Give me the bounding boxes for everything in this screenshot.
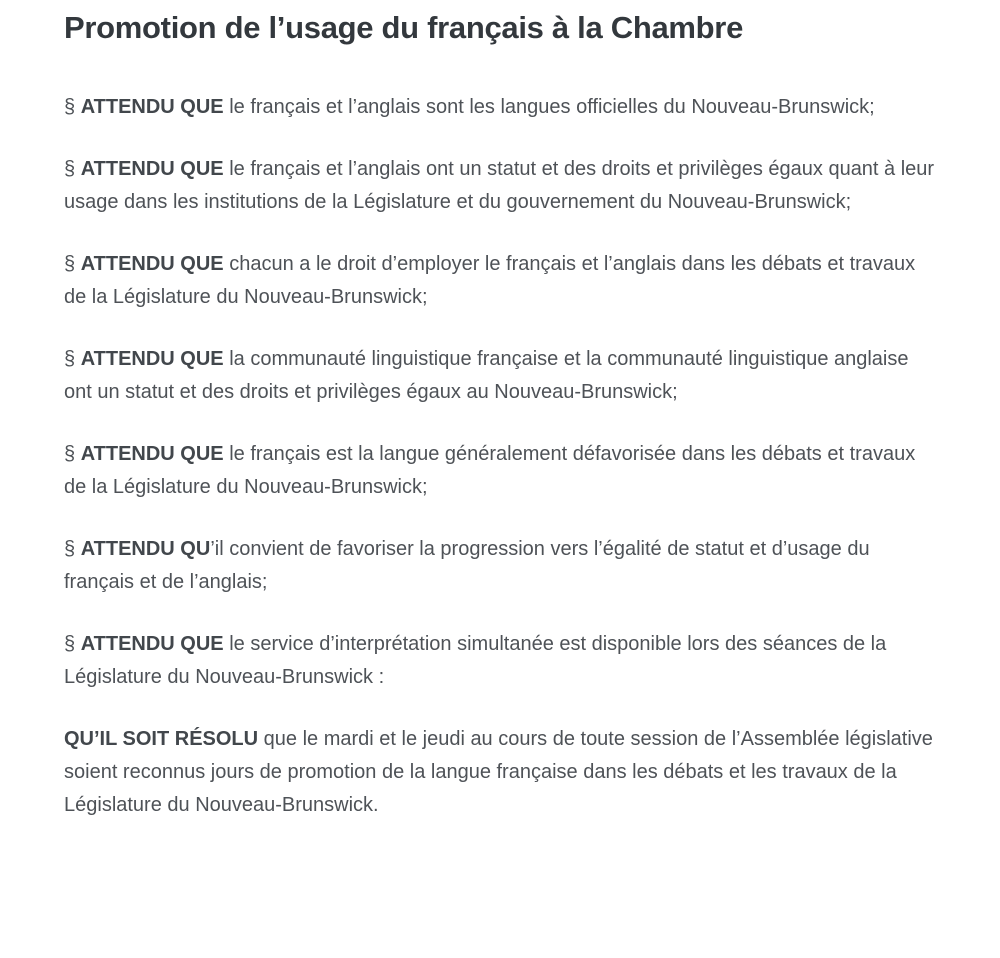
paragraph-lead-bold: ATTENDU QUE — [80, 158, 224, 180]
section-sign: § — [64, 253, 81, 275]
paragraph-attendu-6 — [64, 533, 936, 599]
section-sign: § — [64, 443, 81, 465]
paragraph-resolution — [64, 723, 936, 822]
paragraph-attendu-7 — [64, 628, 936, 694]
section-sign: § — [64, 633, 81, 655]
section-sign: § — [64, 538, 81, 560]
paragraph-lead-bold: ATTENDU QU — [80, 538, 211, 560]
paragraph-lead-bold: ATTENDU QUE — [80, 253, 224, 275]
paragraph-text: le français et l’anglais sont les langues officielles du Nouveau-Brunswick; — [223, 96, 875, 118]
paragraph-text: le français et l’anglais ont un statut et des droits et privilèges égaux quant à leur usage dans les institutions de la Législature et du gouvernement du Nouveau-Brunswick; — [64, 158, 935, 213]
paragraph-text: le service d’interprétation simultanée est disponible lors des séances de la Législature du Nouveau-Brunswick : — [64, 633, 887, 688]
paragraph-attendu-4 — [64, 343, 936, 409]
paragraph-text: ’il convient de favoriser la progression vers l’égalité de statut et d’usage du français et de l’anglais; — [64, 538, 870, 593]
paragraph-text: chacun a le droit d’employer le français et l’anglais dans les débats et travaux de la Législature du Nouveau-Brunswick; — [64, 253, 916, 308]
paragraph-lead-bold: ATTENDU QUE — [80, 633, 224, 655]
section-sign: § — [64, 158, 81, 180]
paragraph-lead-bold: ATTENDU QUE — [80, 443, 224, 465]
paragraph-lead-bold: ATTENDU QUE — [80, 348, 224, 370]
paragraph-lead-bold: ATTENDU QUE — [80, 96, 224, 118]
section-sign: § — [64, 348, 81, 370]
paragraph-text: que le mardi et le jeudi au cours de toute session de l’Assemblée législative soient reconnus jours de promotion de la langue française dans les débats et les travaux de la Législature du Nouveau-Brunswick. — [64, 728, 933, 816]
paragraph-lead-bold: QU’IL SOIT RÉSOLU — [64, 728, 259, 750]
page-title: Promotion de l’usage du français à la Chambre — [64, 10, 744, 45]
paragraph-attendu-3 — [64, 248, 936, 314]
paragraph-text: le français est la langue généralement défavorisée dans les débats et travaux de la Législature du Nouveau-Brunswick; — [64, 443, 916, 498]
section-sign: § — [64, 96, 81, 118]
paragraph-text: la communauté linguistique française et la communauté linguistique anglaise ont un statut et des droits et privilèges égaux au Nouveau-Brunswick; — [64, 348, 909, 403]
paragraph-attendu-5 — [64, 438, 936, 504]
paragraph-attendu-2 — [64, 153, 936, 219]
paragraph-attendu-1 — [64, 91, 936, 124]
